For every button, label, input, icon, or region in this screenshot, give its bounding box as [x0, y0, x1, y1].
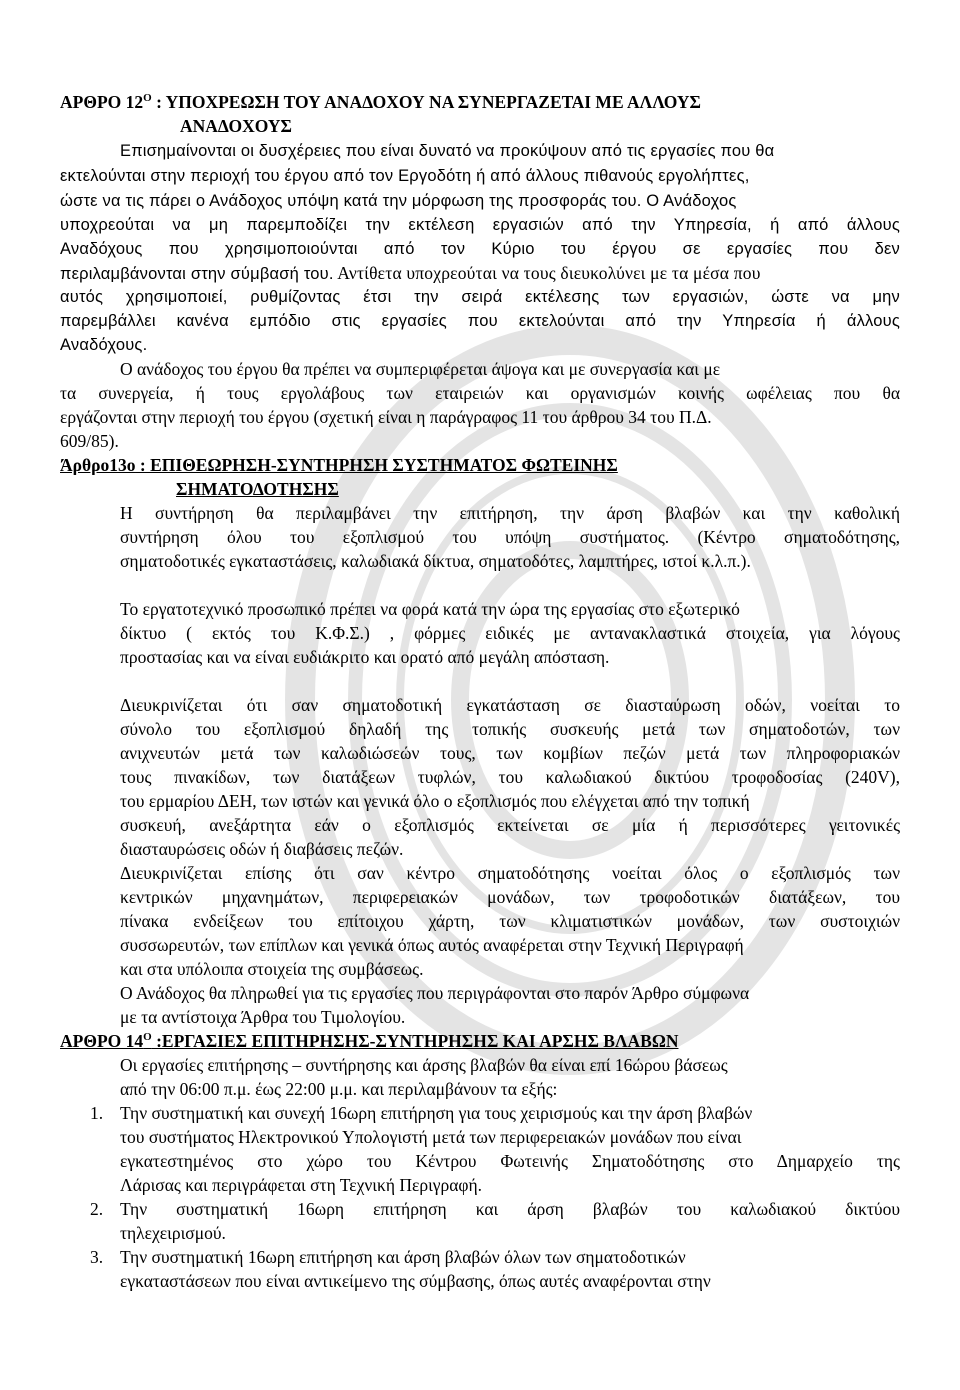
article-12-heading — [60, 91, 701, 113]
art13-p3-line7: διασταυρώσεις οδών ή διαβάσεις πεζών. — [120, 839, 404, 859]
list-item-3-line2: εγκαταστάσεων που είναι αντικείμενο της σύμβασης, όπως αυτές αναφέρονται στην — [120, 1271, 711, 1291]
art12-p1-line3: ώστε να τις πάρει ο Ανάδοχος υπόψη κατά την μόρφωση της προσφοράς του. Ο Ανάδοχος — [60, 192, 737, 210]
article-13-heading-line2: ΣΗΜΑΤΟΔΟΤΗΣΗΣ — [176, 479, 339, 499]
art13-p3-line6: συσκευή, ανεξάρτητα εάν ο εξοπλισμός εκτείνεται σε μία ή περισσότερες γειτονικές — [120, 815, 900, 835]
list-item-1-number: 1. — [90, 1103, 104, 1123]
list-item-3-number: 3. — [90, 1247, 104, 1267]
article-14-superscript: Ο — [143, 1031, 152, 1043]
article-13-title-line1: : ΕΠΙΘΕΩΡΗΣΗ-ΣΥΝΤΗΡΗΣΗ ΣΥΣΤΗΜΑΤΟΣ ΦΩΤΕΙΝΗΣ — [135, 455, 618, 475]
art12-p2-line1: Ο ανάδοχος του έργου θα πρέπει να συμπεριφέρεται άψογα και με συνεργασία και με — [120, 359, 721, 379]
article-12-title-line1: : ΥΠΟΧΡΕΩΣΗ ΤΟΥ ΑΝΑΔΟΧΟΥ ΝΑ ΣΥΝΕΡΓΑΖΕΤΑΙ ΜΕ ΑΛΛΟΥΣ — [151, 92, 701, 112]
art14-intro-line1: Οι εργασίες επιτήρησης – συντήρησης και άρσης βλαβών θα είναι επί 16ώρου βάσεως — [120, 1055, 728, 1075]
art13-p2-line1: Το εργατοτεχνικό προσωπικό πρέπει να φορά κατά την ώρα της εργασίας στο εξωτερικό — [120, 599, 740, 619]
article-13-heading — [60, 454, 618, 476]
art13-p4-line2: κεντρικών μηχανημάτων, περιφερειακών μονάδων, των τροφοδοτικών διατάξεων, του — [120, 887, 900, 907]
art13-p3-line5: του ερμαρίου ΔΕΗ, των ιστών και γενικά όλο ο εξοπλισμός που ελέγχεται από την τοπική — [120, 791, 750, 811]
art13-p4-line5: και στα υπόλοιπα στοιχεία της συμβάσεως. — [120, 959, 424, 979]
art13-p2-line2: δίκτυο ( εκτός του Κ.Φ.Σ.) , φόρμες ειδικές με αντανακλαστικά στοιχεία, για λόγους — [120, 623, 900, 643]
article-13-number: Άρθρο13ο — [60, 455, 136, 475]
list-item-1-line1: Την συστηματική και συνεχή 16ωρη επιτήρηση για τους χειρισμούς και την άρση βλαβών — [120, 1103, 753, 1123]
art13-p2-line3: προστασίας και να είναι ευδιάκριτο και ορατό από μεγάλη απόσταση. — [120, 647, 610, 667]
art12-p1-line9: Αναδόχους. — [60, 336, 148, 354]
article-14-title: :ΕΡΓΑΣΙΕΣ ΕΠΙΤΗΡΗΣΗΣ-ΣΥΝΤΗΡΗΣΗΣ ΚΑΙ ΑΡΣΗΣ ΒΛΑΒΩΝ — [151, 1031, 679, 1051]
art13-p4-line1: Διευκρινίζεται επίσης ότι σαν κέντρο σηματοδότησης νοείται όλος ο εξοπλισμός των — [120, 863, 900, 883]
article-14-heading — [60, 1030, 678, 1052]
art13-p1-line2: συντήρηση όλου του εξοπλισμού του υπόψη συστήματος. (Κέντρο σηματοδότησης, — [120, 527, 900, 547]
list-item-2-number: 2. — [90, 1199, 104, 1219]
article-14-number: ΑΡΘΡΟ 14 — [60, 1031, 144, 1051]
art13-p5-line2: με τα αντίστοιχα Άρθρα του Τιμολογίου. — [120, 1007, 406, 1027]
art13-p1-line1: Η συντήρηση θα περιλαμβάνει την επιτήρηση, την άρση βλαβών και την καθολική — [120, 503, 900, 523]
art13-p4-line4: συσσωρευτών, των επίπλων και γενικά όπως αυτός αναφέρεται στην Τεχνική Περιγραφή — [120, 935, 744, 955]
art12-p1-line6 — [60, 262, 761, 285]
article-12-number: ΑΡΘΡΟ 12 — [60, 92, 144, 112]
art12-p1-line7: αυτός χρησιμοποιεί, ρυθμίζοντας έτσι την σειρά εκτέλεσης των εργασιών, ώστε να μην — [60, 288, 900, 306]
art12-p1-line2: εκτελούνται στην περιοχή του έργου από τον Εργοδότη ή από άλλους πιθανούς εργολήπτες, — [60, 167, 750, 185]
art13-p5-line1: Ο Ανάδοχος θα πληρωθεί για τις εργασίες που περιγράφονται στο παρόν Άρθρο σύμφωνα — [120, 983, 750, 1003]
list-item-1-line4: Λάρισας και περιγράφεται στη Τεχνική Περιγραφή. — [120, 1175, 483, 1195]
art12-p1-line1: Επισημαίνονται οι δυσχέρειες που είναι δυνατό να προκύψουν από τις εργασίες που θα — [120, 142, 775, 160]
list-item-2-line2: τηλεχειρισμού. — [120, 1223, 226, 1243]
art14-intro-line2: από την 06:00 π.μ. έως 22:00 μ.μ. και περιλαμβάνουν τα εξής: — [120, 1079, 558, 1099]
art12-p2-line4: 609/85). — [60, 431, 119, 451]
list-item-1-line2: του συστήματος Ηλεκτρονικού Υπολογιστή μετά των περιφερειακών μονάδων που είναι — [120, 1127, 742, 1147]
art13-p1-line3: σηματοδοτικές εγκαταστάσεις, καλωδιακά δίκτυα, σηματοδότες, λαμπτήρες, ιστοί κ.λ.π.). — [120, 551, 751, 571]
art12-p1-line6b: Αντίθετα υποχρεούται να τους διευκολύνει με τα μέσα που — [333, 263, 761, 283]
art13-p4-line3: πίνακα ενδείξεων του επίτοιχου χάρτη, των κλιματιστικών μονάδων, των συστοιχιών — [120, 911, 900, 931]
art12-p2-line2: τα συνεργεία, ή τους εργολάβους των εταιρειών και οργανισμών κοινής ωφέλειας που θα — [60, 383, 900, 403]
list-item-1-line3: εγκατεστημένος στο χώρο του Κέντρου Φωτεινής Σηματοδότησης στο Δημαρχείο της — [120, 1151, 900, 1171]
art12-p1-line5: Αναδόχους που χρησιμοποιούνται από τον Κύριο του έργου σε εργασίες που δεν — [60, 240, 900, 258]
art13-p3-line1: Διευκρινίζεται ότι σαν σηματοδοτική εγκατάσταση σε διασταύρωση οδών, νοείται το — [120, 695, 900, 715]
art12-p1-line8: παρεμβάλλει κανένα εμπόδιο στις εργασίες που εκτελούνται από την Υπηρεσία ή άλλους — [60, 312, 900, 330]
art13-p3-line3: ανιχνευτών μετά των καλωδιώσεών τους, των κομβίων πεζών μετά των πληροφοριακών — [120, 743, 900, 763]
art13-p3-line4: τους πινακίδων, των διατάξεων τυφλών, του καλωδιακού δικτύου τροφοδοσίας (240V), — [120, 767, 900, 787]
art12-p1-line4: υποχρεούται να μη παρεμποδίζει την εκτέλεση εργασιών από την Υπηρεσία, ή από άλλους — [60, 216, 900, 234]
art12-p2-line3: εργάζονται στην περιοχή του έργου (σχετική είναι η παράγραφος 11 του άρθρου 34 του Π.Δ. — [60, 407, 712, 427]
article-12-heading-line2: ΑΝΑΔΟΧΟΥΣ — [180, 116, 292, 136]
list-item-2-line1: Την συστηματική 16ωρη επιτήρηση και άρση βλαβών του καλωδιακού δικτύου — [120, 1199, 900, 1219]
article-12-superscript: Ο — [143, 92, 152, 104]
art13-p3-line2: σύνολο του εξοπλισμού δηλαδή της τοπικής συσκευής μετά των σηματοδοτών, των — [120, 719, 900, 739]
list-item-3-line1: Την συστηματική 16ωρη επιτήρηση και άρση βλαβών όλων των σηματοδοτικών — [120, 1247, 686, 1267]
art12-p1-line6a: περιλαμβάνονται στην σύμβασή του. — [60, 265, 334, 283]
